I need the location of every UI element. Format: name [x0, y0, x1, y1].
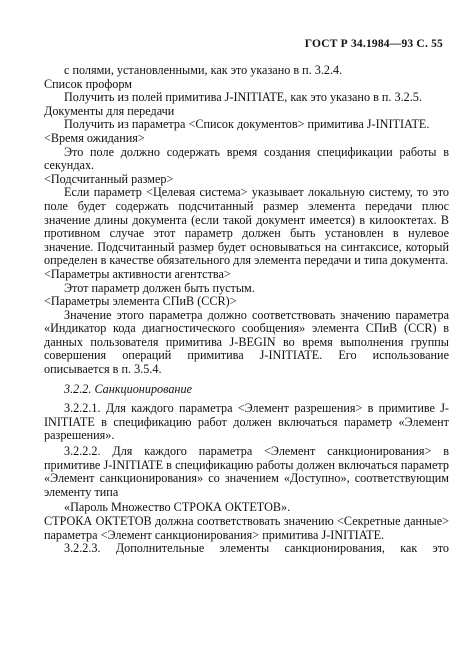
paragraph: Если параметр <Целевая система> указывает локальную систему, то это поле будет содержать подсчитанный размер элемента передачи плюс значение длины документа (если такой документ имеется) в килооктетах. В противном случае этот параметр должен быть установлен в нулевое значение. Подсчитанный размер будет основываться на синтаксисе, который определен в качестве обязательного для элемента передачи и типа документа. — [44, 185, 449, 268]
paragraph: 3.2.2.3. Дополнительные элементы санкционирования, как это — [64, 541, 449, 556]
paragraph: Получить из параметра <Список документов> примитива J-INITIATE. — [64, 117, 430, 132]
page-content — [44, 64, 449, 556]
paragraph: Этот параметр должен быть пустым. — [64, 280, 255, 295]
section-heading: 3.2.2. Санкционирование — [64, 381, 192, 396]
field-heading: <Время ожидания> — [44, 130, 145, 145]
paragraph: 3.2.2.2. Для каждого параметра <Элемент санкционирования> в примитиве J-INITIATE в спецификацию работы должен включаться параметр «Элемент санкционирования» со значением «Доступно», соответствующим элементу типа — [44, 444, 449, 499]
field-heading: <Параметры элемента СПиВ (CCR)> — [44, 294, 237, 309]
field-heading: Документы для передачи — [44, 103, 175, 118]
paragraph: Это поле должно содержать время создания спецификации работы в секундах. — [44, 144, 449, 173]
page-header: ГОСТ Р 34.1984—93 С. 55 — [304, 38, 443, 50]
paragraph: Значение этого параметра должно соответствовать значению параметра «Индикатор кода диагностического сообщения» элемента СПиВ (CCR) в данных пользователя примитива J-BEGIN во время выполнения группы совершения операций примитива J-INITIATE. Его использование описывается в п. 3.5.4. — [44, 307, 449, 377]
paragraph: «Пароль Множество СТРОКА ОКТЕТОВ». — [64, 500, 291, 515]
paragraph: с полями, установленными, как это указано в п. 3.2.4. — [64, 63, 343, 77]
field-heading: <Подсчитанный размер> — [44, 171, 174, 186]
paragraph: СТРОКА ОКТЕТОВ должна соответствовать значению <Секретные данные> параметра <Элемент санкционирования> примитива J-INITIATE. — [44, 514, 449, 542]
field-heading: <Параметры активности агентства> — [44, 266, 231, 281]
field-heading: Список проформ — [44, 76, 132, 91]
paragraph: 3.2.2.1. Для каждого параметра <Элемент разрешения> в примитиве J-INITIATE в спецификацию работ должен включаться параметр «Элемент разрешения». — [44, 401, 449, 443]
paragraph: Получить из полей примитива J-INITIATE, как это указано в п. 3.2.5. — [64, 90, 422, 105]
